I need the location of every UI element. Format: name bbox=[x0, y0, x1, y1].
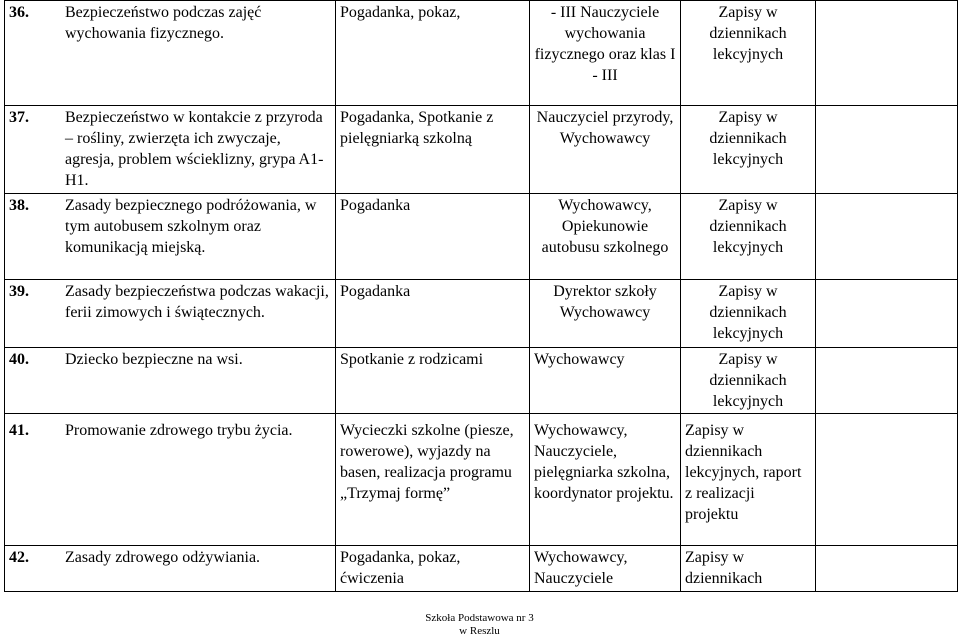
topic-cell bbox=[5, 414, 336, 546]
footer-school-name: Szkoła Podstawowa nr 3 bbox=[425, 612, 534, 624]
form-cell: Pogadanka, Spotkanie z pielęgniarką szkolną bbox=[336, 106, 530, 194]
empty-cell bbox=[816, 348, 958, 414]
table-row bbox=[5, 106, 958, 194]
empty-cell bbox=[816, 194, 958, 280]
topic-text: Zasady bezpiecznego podróżowania, w tym autobusem szkolnym oraz komunikacją miejską. bbox=[65, 197, 317, 256]
form-cell: Pogadanka, pokaz, ćwiczenia bbox=[336, 546, 530, 592]
responsible-cell: Wychowawcy bbox=[530, 348, 681, 414]
page-footer bbox=[0, 612, 959, 638]
form-cell: Wycieczki szkolne (piesze, rowerowe), wyjazdy na basen, realizacja programu „Trzymaj formę” bbox=[336, 414, 530, 546]
topic-cell bbox=[5, 194, 336, 280]
empty-cell bbox=[816, 414, 958, 546]
form-cell: Pogadanka bbox=[336, 280, 530, 348]
table-row bbox=[5, 194, 958, 280]
row-number: 38. bbox=[9, 197, 29, 214]
responsible-cell: Wychowawcy, Opiekunowie autobusu szkolnego bbox=[530, 194, 681, 280]
responsible-cell: Wychowawcy, Nauczyciele bbox=[530, 546, 681, 592]
table-row bbox=[5, 414, 958, 546]
documentation-cell: Zapisy w dziennikach lekcyjnych bbox=[681, 1, 816, 106]
documentation-cell: Zapisy w dziennikach lekcyjnych, raport z realizacji projektu bbox=[681, 414, 816, 546]
responsible-cell: Dyrektor szkoły Wychowawcy bbox=[530, 280, 681, 348]
topic-text: Promowanie zdrowego trybu życia. bbox=[65, 422, 293, 439]
footer-town: w Reszlu bbox=[459, 625, 500, 637]
table-row bbox=[5, 546, 958, 592]
form-cell: Spotkanie z rodzicami bbox=[336, 348, 530, 414]
topic-cell bbox=[5, 1, 336, 106]
documentation-cell: Zapisy w dziennikach bbox=[681, 546, 816, 592]
topic-cell bbox=[5, 348, 336, 414]
topic-text: Zasady zdrowego odżywiania. bbox=[65, 549, 261, 566]
table-row bbox=[5, 348, 958, 414]
empty-cell bbox=[816, 280, 958, 348]
documentation-cell: Zapisy w dziennikach lekcyjnych bbox=[681, 106, 816, 194]
row-number: 37. bbox=[9, 109, 29, 126]
row-number: 41. bbox=[9, 422, 29, 439]
program-table bbox=[4, 0, 958, 592]
empty-cell bbox=[816, 1, 958, 106]
empty-cell bbox=[816, 546, 958, 592]
topic-text: Dziecko bezpieczne na wsi. bbox=[65, 351, 243, 368]
documentation-cell: Zapisy w dziennikach lekcyjnych bbox=[681, 194, 816, 280]
table-row bbox=[5, 280, 958, 348]
row-number: 42. bbox=[9, 549, 29, 566]
responsible-cell: Wychowawcy, Nauczyciele, pielęgniarka szkolna, koordynator projektu. bbox=[530, 414, 681, 546]
row-number: 40. bbox=[9, 351, 29, 368]
form-cell: Pogadanka bbox=[336, 194, 530, 280]
topic-cell bbox=[5, 546, 336, 592]
documentation-cell: Zapisy w dziennikach lekcyjnych bbox=[681, 348, 816, 414]
row-number: 39. bbox=[9, 283, 29, 300]
responsible-cell: Nauczyciel przyrody, Wychowawcy bbox=[530, 106, 681, 194]
form-cell: Pogadanka, pokaz, bbox=[336, 1, 530, 106]
empty-cell bbox=[816, 106, 958, 194]
topic-cell bbox=[5, 280, 336, 348]
documentation-cell: Zapisy w dziennikach lekcyjnych bbox=[681, 280, 816, 348]
row-number: 36. bbox=[9, 4, 29, 21]
responsible-cell: - III Nauczyciele wychowania fizycznego oraz klas I - III bbox=[530, 1, 681, 106]
topic-text: Bezpieczeństwo w kontakcie z przyroda – rośliny, zwierzęta ich zwyczaje, agresja, problem wścieklizny, grypa A1-H1. bbox=[65, 109, 324, 189]
table-row bbox=[5, 1, 958, 106]
topic-text: Zasady bezpieczeństwa podczas wakacji, ferii zimowych i świątecznych. bbox=[65, 283, 329, 321]
topic-text: Bezpieczeństwo podczas zajęć wychowania fizycznego. bbox=[65, 4, 262, 42]
topic-cell bbox=[5, 106, 336, 194]
